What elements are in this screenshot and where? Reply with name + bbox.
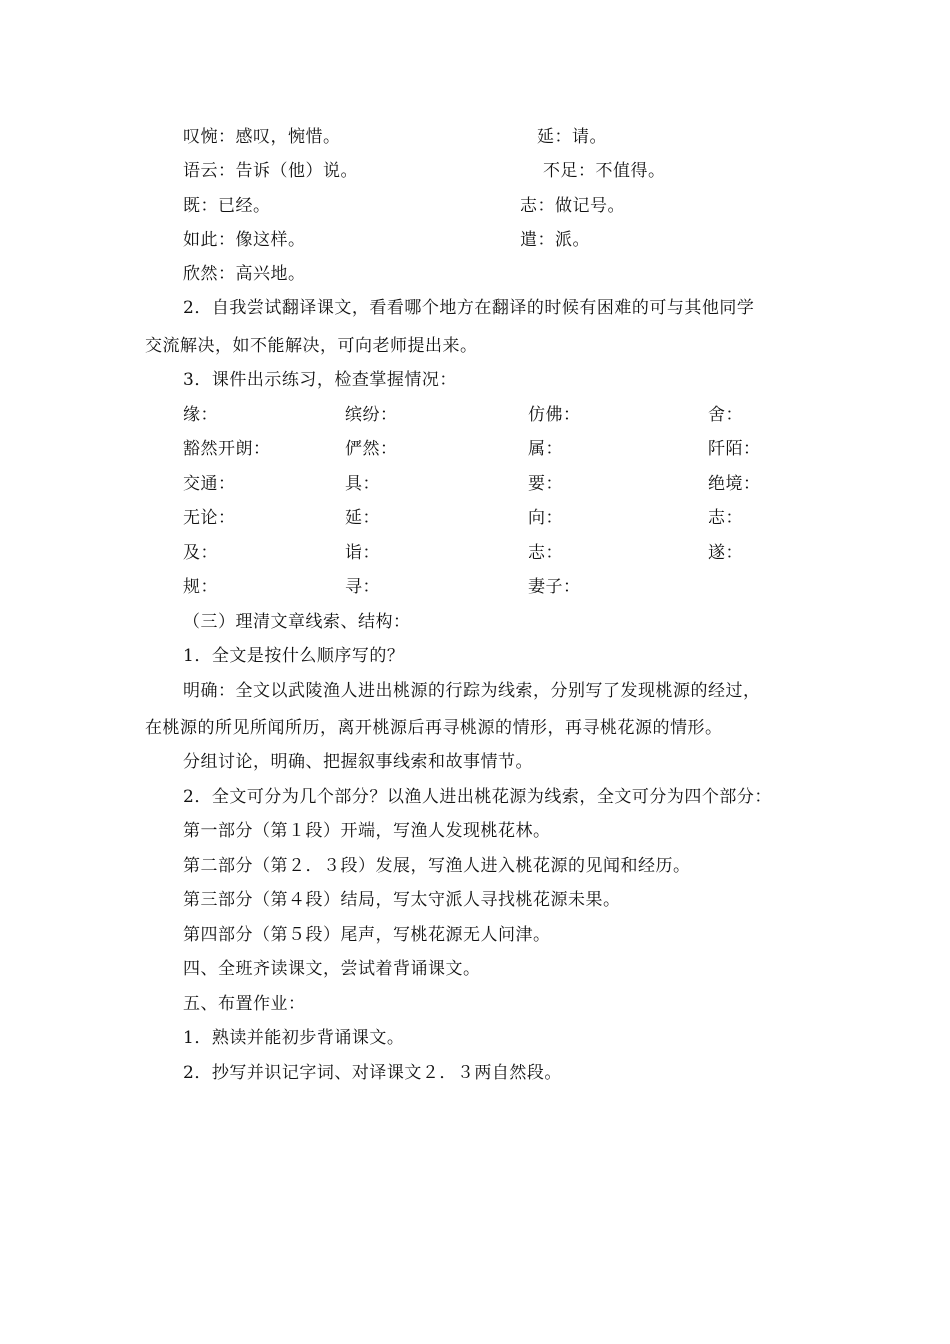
vocab-right-1: 延：请。 <box>537 127 607 147</box>
question-1: 1．全文是按什么顺序写的？ <box>183 646 405 666</box>
exercise-cell: 志： <box>708 508 743 528</box>
exercise-cell: 诣： <box>345 543 380 563</box>
vocab-right-3: 志：做记号。 <box>520 196 625 216</box>
homework-2: 2．抄写并识记字词、对译课文２．３两自然段。 <box>183 1063 562 1083</box>
section5-heading: 五、布置作业： <box>183 994 306 1014</box>
answer1-line1: 明确：全文以武陵渔人进出桃源的行踪为线索，分别写了发现桃源的经过， <box>183 681 761 701</box>
exercise-cell: 绝境： <box>708 474 761 494</box>
exercise-cell: 延： <box>345 508 380 528</box>
exercise-cell: 要： <box>528 474 563 494</box>
vocab-left-4: 如此：像这样。 <box>183 230 306 250</box>
vocab-right-4: 遣：派。 <box>520 230 590 250</box>
exercise-cell: 妻子： <box>528 577 581 597</box>
step2-line1: 2．自我尝试翻译课文，看看哪个地方在翻译的时候有困难的可与其他同学 <box>183 298 755 318</box>
part-4: 第四部分（第５段）尾声，写桃花源无人问津。 <box>183 925 551 945</box>
vocab-left-3: 既：已经。 <box>183 196 271 216</box>
step3-title: 3．课件出示练习，检查掌握情况： <box>183 370 457 390</box>
section4-heading: 四、全班齐读课文，尝试着背诵课文。 <box>183 959 481 979</box>
exercise-cell: 俨然： <box>345 439 398 459</box>
exercise-cell: 向： <box>528 508 563 528</box>
vocab-left-1: 叹惋：感叹，惋惜。 <box>183 127 341 147</box>
discussion-text: 分组讨论，明确、把握叙事线索和故事情节。 <box>183 752 533 772</box>
section3-heading: （三）理清文章线索、结构： <box>183 612 411 632</box>
exercise-cell: 缤纷： <box>345 405 398 425</box>
step2-line2: 交流解决，如不能解决，可向老师提出来。 <box>145 336 478 356</box>
part-3: 第三部分（第４段）结局，写太守派人寻找桃花源未果。 <box>183 890 621 910</box>
vocab-left-5: 欣然：高兴地。 <box>183 264 306 284</box>
exercise-cell: 阡陌： <box>708 439 761 459</box>
exercise-cell: 舍： <box>708 405 743 425</box>
exercise-cell: 寻： <box>345 577 380 597</box>
part-2: 第二部分（第２．３段）发展，写渔人进入桃花源的见闻和经历。 <box>183 856 691 876</box>
exercise-cell: 仿佛： <box>528 405 581 425</box>
exercise-cell: 及： <box>183 543 218 563</box>
part-1: 第一部分（第１段）开端，写渔人发现桃花林。 <box>183 821 551 841</box>
question-2: 2．全文可分为几个部分？以渔人进出桃花源为线索，全文可分为四个部分： <box>183 787 772 807</box>
exercise-cell: 无论： <box>183 508 236 528</box>
exercise-cell: 缘： <box>183 405 218 425</box>
exercise-cell: 志： <box>528 543 563 563</box>
vocab-right-2: 不足：不值得。 <box>543 161 666 181</box>
answer1-line2: 在桃源的所见所闻所历，离开桃源后再寻桃源的情形，再寻桃花源的情形。 <box>145 718 723 738</box>
exercise-cell: 遂： <box>708 543 743 563</box>
exercise-cell: 属： <box>528 439 563 459</box>
exercise-cell: 规： <box>183 577 218 597</box>
exercise-cell: 豁然开朗： <box>183 439 271 459</box>
exercise-cell: 具： <box>345 474 380 494</box>
homework-1: 1．熟读并能初步背诵课文。 <box>183 1028 405 1048</box>
vocab-left-2: 语云：告诉（他）说。 <box>183 161 358 181</box>
exercise-cell: 交通： <box>183 474 236 494</box>
